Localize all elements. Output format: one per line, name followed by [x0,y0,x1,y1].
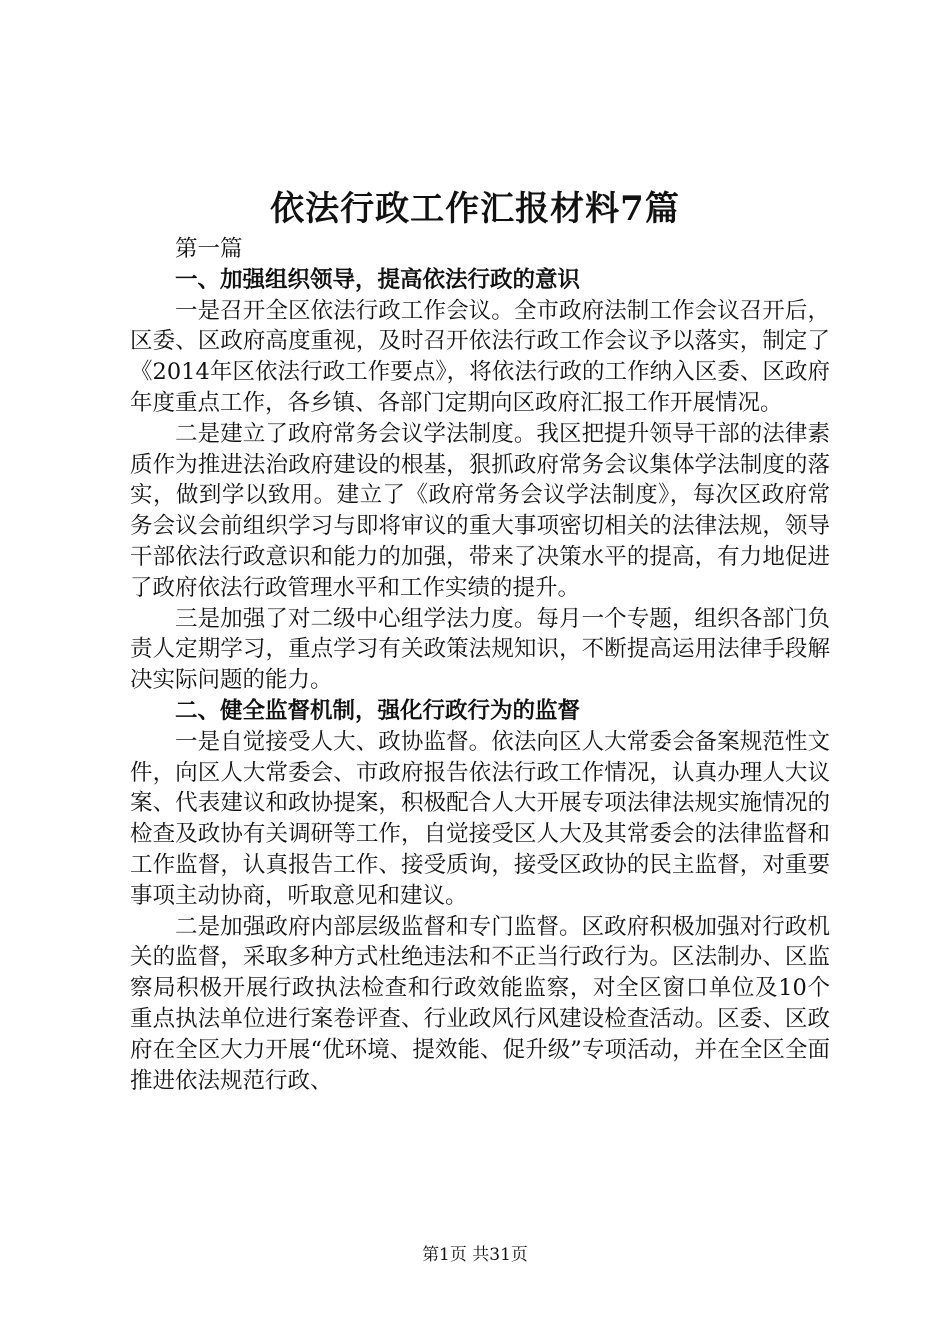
paragraph-3: 三是加强了对二级中心组学法力度。每月一个专题，组织各部门负责人定期学习，重点学习有关政策法规知识，不断提高运用法律手段解决实际问题的能力。 [130,605,830,694]
document-body [130,234,830,1096]
paragraph-5: 二是加强政府内部层级监督和专门监督。区政府积极加强对行政机关的监督，采取多种方式杜绝违法和不正当行政行为。区法制办、区监察局积极开展行政执法检查和行政效能监察，对全区窗口单位及10个重点执法单位进行案卷评查、行业政风行风建设检查活动。区委、区政府在全区大力开展“优环境、提效能、促升级”专项活动，并在全区全面推进依法规范行政、 [130,913,830,1094]
section-heading-1: 一、加强组织领导，提高依法行政的意识 [175,266,581,293]
section-heading-2: 二、健全监督机制，强化行政行为的监督 [175,697,581,724]
paragraph-2: 二是建立了政府常务会议学法制度。我区把提升领导干部的法律素质作为推进法治政府建设的根基，狠抓政府常务会议集体学法制度的落实，做到学以致用。建立了《政府常务会议学法制度》，每次区政府常务会议会前组织学习与即将审议的重大事项密切相关的法律法规，领导干部依法行政意识和能力的加强，带来了决策水平的提高，有力地促进了政府依法行政管理水平和工作实绩的提升。 [130,420,830,601]
document-title: 依法行政工作汇报材料7篇 [270,189,680,229]
section-label: 第一篇 [175,236,243,262]
paragraph-4: 一是自觉接受人大、政协监督。依法向区人大常委会备案规范性文件，向区人大常委会、市政府报告依法行政工作情况，认真办理人大议案、代表建议和政协提案，积极配合人大开展专项法律法规实施情况的检查及政协有关调研等工作，自觉接受区人大及其常委会的法律监督和工作监督，认真报告工作、接受质询，接受区政协的民主监督，对重要事项主动协商，听取意见和建议。 [130,728,830,909]
paragraph-1: 一是召开全区依法行政工作会议。全市政府法制工作会议召开后，区委、区政府高度重视，及时召开依法行政工作会议予以落实，制定了《2014年区依法行政工作要点》，将依法行政的工作纳入区委、区政府年度重点工作，各乡镇、各部门定期向区政府汇报工作开展情况。 [130,297,830,416]
page-footer: 第1页 共31页 [422,1245,528,1265]
